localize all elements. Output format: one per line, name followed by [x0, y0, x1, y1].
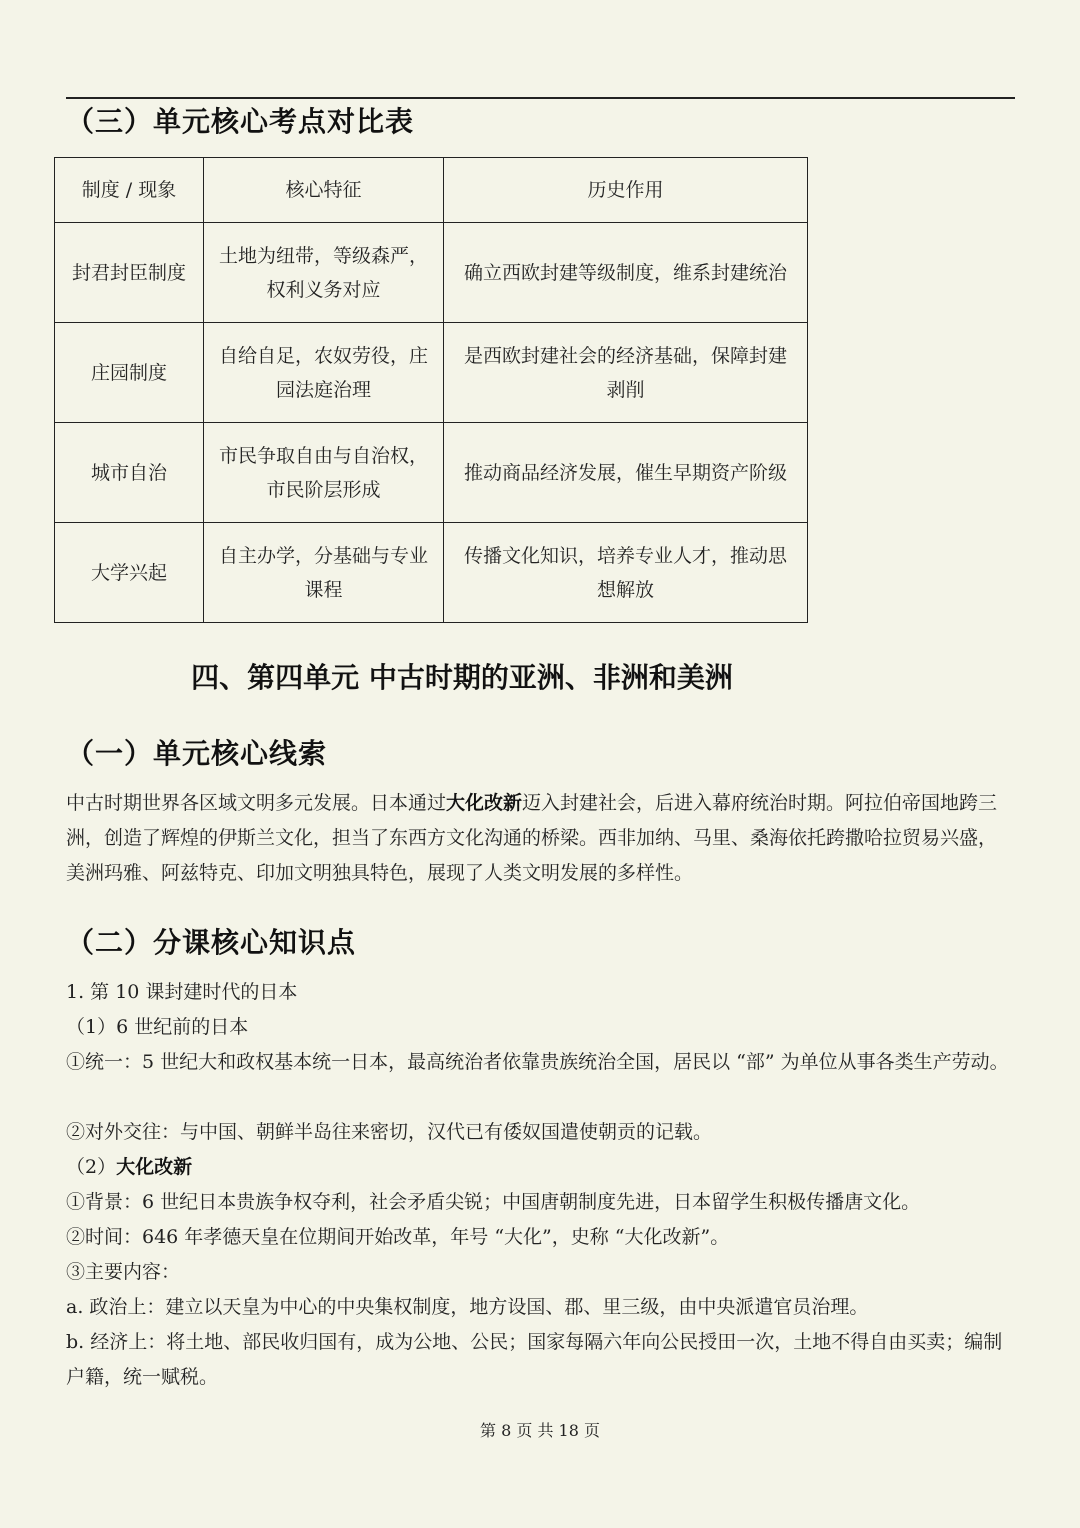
unit-heading: 四、第四单元 中古时期的亚洲、非洲和美洲 [191, 661, 733, 694]
paragraph-text: 中古时期世界各区域文明多元发展。日本通过 [66, 792, 447, 814]
comparison-table [54, 157, 808, 623]
core-clues-paragraph [66, 786, 1014, 891]
table-cell: 确立西欧封建等级制度，维系封建统治 [444, 223, 808, 323]
table-cell: 城市自治 [55, 423, 204, 523]
subsection-number: （2） [66, 1156, 117, 1178]
subsection-heading: （1）6 世纪前的日本 [66, 1016, 249, 1038]
table-cell: 传播文化知识，培养专业人才，推动思想解放 [444, 523, 808, 623]
top-rule [66, 97, 1015, 99]
table-cell: 是西欧封建社会的经济基础，保障封建剥削 [444, 323, 808, 423]
table-header-cell: 历史作用 [444, 158, 808, 223]
page-footer: 第 8 页 共 18 页 [480, 1421, 600, 1440]
section-heading-knowledge-points: （二）分课核心知识点 [66, 926, 357, 959]
list-item: ③主要内容： [66, 1261, 181, 1283]
table-header-cell: 核心特征 [204, 158, 444, 223]
table-cell: 推动商品经济发展，催生早期资产阶级 [444, 423, 808, 523]
list-item: a. 政治上：建立以天皇为中心的中央集权制度，地方设国、郡、里三级，由中央派遣官员治理。 [66, 1296, 869, 1318]
subsection-heading [66, 1150, 1016, 1185]
list-item: ①背景：6 世纪日本贵族争权夺利，社会矛盾尖锐；中国唐朝制度先进，日本留学生积极传播唐文化。 [66, 1191, 921, 1213]
table-cell: 大学兴起 [55, 523, 204, 623]
table-cell: 土地为纽带，等级森严，权利义务对应 [204, 223, 444, 323]
list-item: ②时间：646 年孝德天皇在位期间开始改革，年号 “大化”，史称 “大化改新”。 [66, 1226, 730, 1248]
section-heading-core-clues: （一）单元核心线索 [66, 737, 328, 770]
list-item: ①统一：5 世纪大和政权基本统一日本，最高统治者依靠贵族统治全国，居民以 “部” 为单位从事各类生产劳动。 [66, 1051, 1009, 1073]
subsection-title: 大化改新 [116, 1156, 193, 1178]
table-row [55, 223, 808, 323]
table-cell: 庄园制度 [55, 323, 204, 423]
list-item: ②对外交往：与中国、朝鲜半岛往来密切，汉代已有倭奴国遣使朝贡的记载。 [66, 1121, 713, 1143]
table-cell: 自主办学，分基础与专业课程 [204, 523, 444, 623]
table-header-cell: 制度 / 现象 [55, 158, 204, 223]
paragraph-bold-term: 大化改新 [446, 792, 523, 814]
table-row [55, 323, 808, 423]
table-row [55, 423, 808, 523]
list-item: b. 经济上：将土地、部民收归国有，成为公地、公民；国家每隔六年向公民授田一次，土地不得自由买卖；编制户籍，统一赋税。 [66, 1331, 1003, 1388]
table-cell: 自给自足，农奴劳役，庄园法庭治理 [204, 323, 444, 423]
table-header-row [55, 158, 808, 223]
section-heading-comparison-table: （三）单元核心考点对比表 [66, 105, 415, 138]
paragraph-text: 迈入封建社会，后进入幕府统治时期。阿拉伯帝国地跨三洲，创造了辉煌的伊斯兰文化，担当了东西方文化沟通的桥梁。西非加纳、马里、桑海依托跨撒哈拉贸易兴盛，美洲玛雅、阿兹特克、印加文明独具特色，展现了人类文明发展的多样性。 [66, 792, 998, 884]
table-row [55, 523, 808, 623]
lesson-heading: 1. 第 10 课封建时代的日本 [66, 981, 298, 1003]
table-cell: 市民争取自由与自治权，市民阶层形成 [204, 423, 444, 523]
table-cell: 封君封臣制度 [55, 223, 204, 323]
